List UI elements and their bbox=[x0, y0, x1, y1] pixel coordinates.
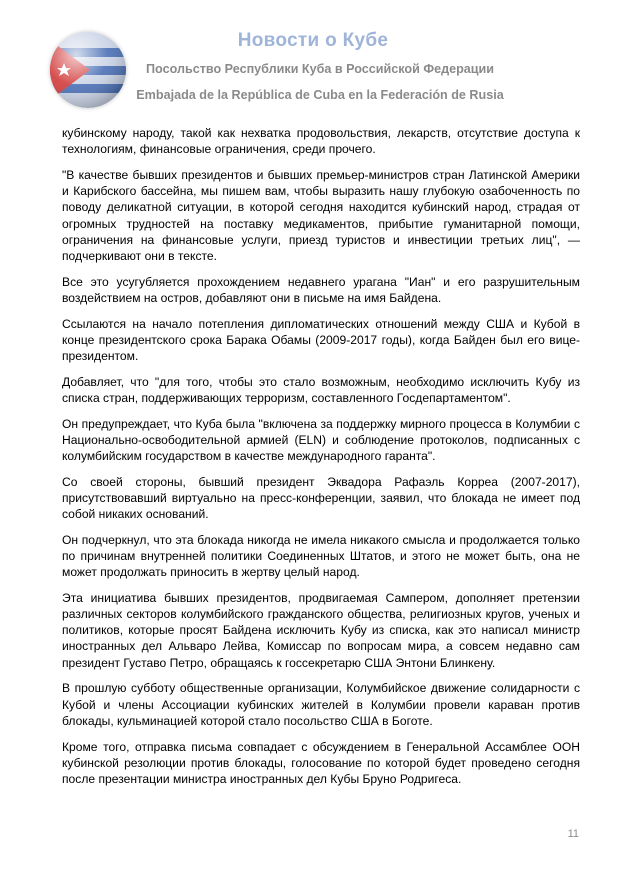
paragraph: Ссылаются на начало потепления дипломатических отношений между США и Кубой в конце президентского срока Барака Обамы (2009-2017 годы), когда Байден был его вице-президентом. bbox=[62, 316, 580, 363]
page-header bbox=[0, 0, 626, 118]
paragraph: Добавляет, что "для того, чтобы это стало возможным, необходимо исключить Кубу из списка стран, поддерживающих терроризм, составленного Госдепартаментом". bbox=[62, 374, 580, 405]
paragraph: Он подчеркнул, что эта блокада никогда не имела никакого смысла и продолжается только по причинам внутренней политики Соединенных Штатов, и этого не может быть, она не может продолжать приносить в жертву целый народ. bbox=[62, 532, 580, 580]
paragraph: Со своей стороны, бывший президент Эквадора Рафаэль Корреа (2007-2017), присутствовавший виртуально на пресс-конференции, заявил, что блокада не имеет под собой никаких оснований. bbox=[62, 474, 580, 522]
paragraph: Эта инициатива бывших президентов, продвигаемая Сампером, дополняет претензии различных секторов колумбийского гражданского общества, религиозных кругов, ученых и политиков, которые просят Байдена исключить Кубу из списка, как это написал министр иностранных дел Альваро Лейва, Комиссар по вопросам мира, а совсем недавно сам президент Густаво Петро, обращаясь к госсекретарю США Энтони Блинкену. bbox=[62, 590, 580, 670]
paragraph: Кроме того, отправка письма совпадает с обсуждением в Генеральной Ассамблее ООН кубинской резолюции против блокады, голосование по которой будет проведено сегодня после презентации министра иностранных дел Кубы Бруно Родригеса. bbox=[62, 739, 580, 786]
paragraph: "В качестве бывших президентов и бывших премьер-министров стран Латинской Америки и Карибского бассейна, мы пишем вам, чтобы выразить нашу глубокую озабоченность по поводу деликатной ситуации, в которой сегодня находится кубинский народ, страдая от огромных трудностей на поставку медикаментов, прибытие гуманитарной помощи, ограничения на финансовые услуги, приезд туристов и инвестиции третьих лиц", — подчеркивают они в тексте. bbox=[62, 167, 580, 263]
article-body bbox=[62, 125, 580, 797]
paragraph: В прошлую субботу общественные организации, Колумбийское движение солидарности с Кубой и члены Ассоциации кубинских жителей в Колумбии провели караван против блокады, кульминацией которой стало посольство США в Боготе. bbox=[62, 681, 580, 728]
paragraph: кубинскому народу, такой как нехватка продовольствия, лекарств, отсутствие доступа к технологиям, финансовые ограничения, среди прочего. bbox=[62, 126, 580, 157]
paragraph: Он предупреждает, что Куба была "включена за поддержку мирного процесса в Колумбии с Национально-освободительной армией (ELN) и соблюдение протоколов, подписанных с колумбийским государством в качестве международного гаранта". bbox=[62, 416, 580, 463]
page-number: 11 bbox=[567, 828, 579, 840]
embassy-name-spanish: Embajada de la República de Cuba en la Federación de Rusia bbox=[136, 88, 504, 102]
embassy-name-russian: Посольство Республики Куба в Российской Федерации bbox=[146, 62, 494, 76]
paragraph: Все это усугубляется прохождением недавнего урагана "Иан" и его разрушительным воздействием на остров, добавляют они в письме на имя Байдена. bbox=[62, 274, 580, 305]
page-title: Новости о Кубе bbox=[237, 30, 389, 51]
